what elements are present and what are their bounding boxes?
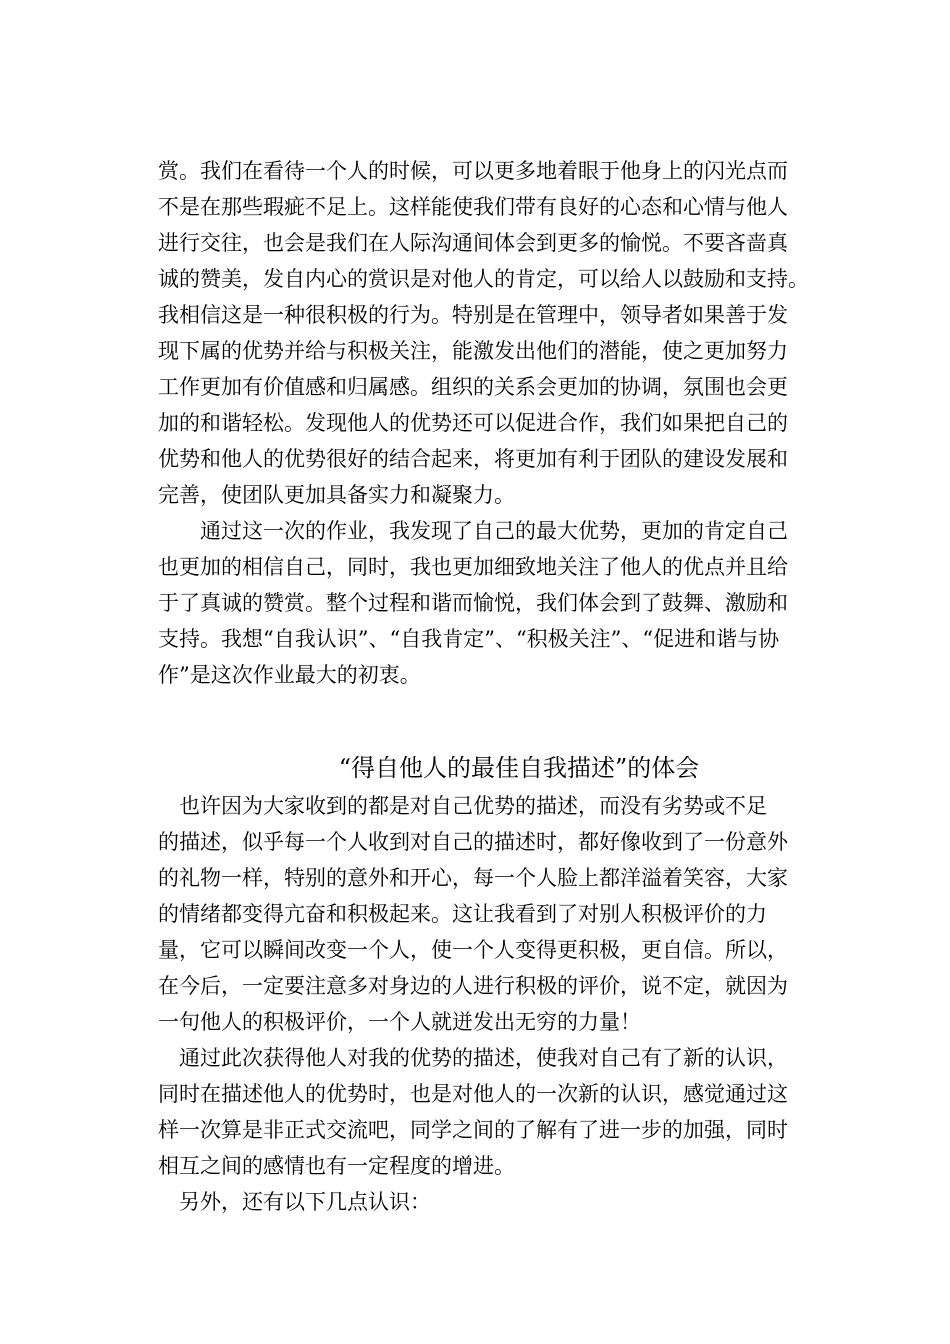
paragraph-line: 不是在那些瑕疵不足上。这样能使我们带有良好的心态和心情与他人 [158, 195, 788, 219]
paragraph-line: 通过这一次的作业，我发现了自己的最大优势，更加的肯定自己 [158, 519, 788, 543]
paragraph-line: 我相信这是一种很积极的行为。特别是在管理中，领导者如果善于发 [158, 303, 788, 327]
paragraph-line: 完善，使团队更加具备实力和凝聚力。 [158, 483, 515, 507]
paragraph-line: 另外，还有以下几点认识： [158, 1190, 431, 1214]
paragraph-line: 进行交往，也会是我们在人际沟通间体会到更多的愉悦。不要吝啬真 [158, 231, 788, 255]
paragraph-line: 作”是这次作业最大的初衷。 [158, 663, 421, 687]
paragraph-line: 于了真诚的赞赏。整个过程和谐而愉悦，我们体会到了鼓舞、激励和 [158, 591, 788, 615]
paragraph-line: 的描述，似乎每一个人收到对自己的描述时，都好像收到了一份意外 [158, 830, 788, 854]
paragraph-line: 的礼物一样，特别的意外和开心，每一个人脸上都洋溢着笑容，大家 [158, 866, 788, 890]
paragraph-line: 也更加的相信自己，同时，我也更加细致地关注了他人的优点并且给 [158, 555, 788, 579]
paragraph-line: 一句他人的积极评价，一个人就迸发出无穷的力量！ [158, 1010, 641, 1034]
paragraph-line: 工作更加有价值感和归属感。组织的关系会更加的协调，氛围也会更 [158, 375, 788, 399]
paragraph-line: 相互之间的感情也有一定程度的增进。 [158, 1154, 515, 1178]
body-text-section-2 [158, 788, 830, 1220]
paragraph-line: 现下属的优势并给与积极关注，能激发出他们的潜能，使之更加努力 [158, 339, 788, 363]
paragraph-line: 加的和谐轻松。发现他人的优势还可以促进合作，我们如果把自己的 [158, 411, 788, 435]
paragraph-line: 在今后，一定要注意多对身边的人进行积极的评价，说不定，就因为 [158, 974, 788, 998]
paragraph-line: 样一次算是非正式交流吧，同学之间的了解有了进一步的加强，同时 [158, 1118, 788, 1142]
paragraph-line: 通过此次获得他人对我的优势的描述，使我对自己有了新的认识， [158, 1046, 788, 1070]
paragraph-line: 的情绪都变得亢奋和积极起来。这让我看到了对别人积极评价的力 [158, 902, 767, 926]
paragraph-line: 赏。我们在看待一个人的时候，可以更多地着眼于他身上的闪光点而 [158, 159, 788, 183]
paragraph-line: 量，它可以瞬间改变一个人，使一个人变得更积极，更自信。所以， [158, 938, 788, 962]
paragraph-line: 支持。我想“自我认识”、“自我肯定”、“积极关注”、“促进和谐与协 [158, 627, 780, 651]
body-text-section-1 [158, 153, 830, 693]
section-title: “得自他人的最佳自我描述”的体会 [338, 754, 700, 782]
paragraph-line: 诚的赞美，发自内心的赏识是对他人的肯定，可以给人以鼓励和支持。 [158, 267, 809, 291]
paragraph-line: 同时在描述他人的优势时，也是对他人的一次新的认识，感觉通过这 [158, 1082, 788, 1106]
paragraph-line: 优势和他人的优势很好的结合起来，将更加有利于团队的建设发展和 [158, 447, 788, 471]
paragraph-line: 也许因为大家收到的都是对自己优势的描述，而没有劣势或不足 [158, 794, 767, 818]
